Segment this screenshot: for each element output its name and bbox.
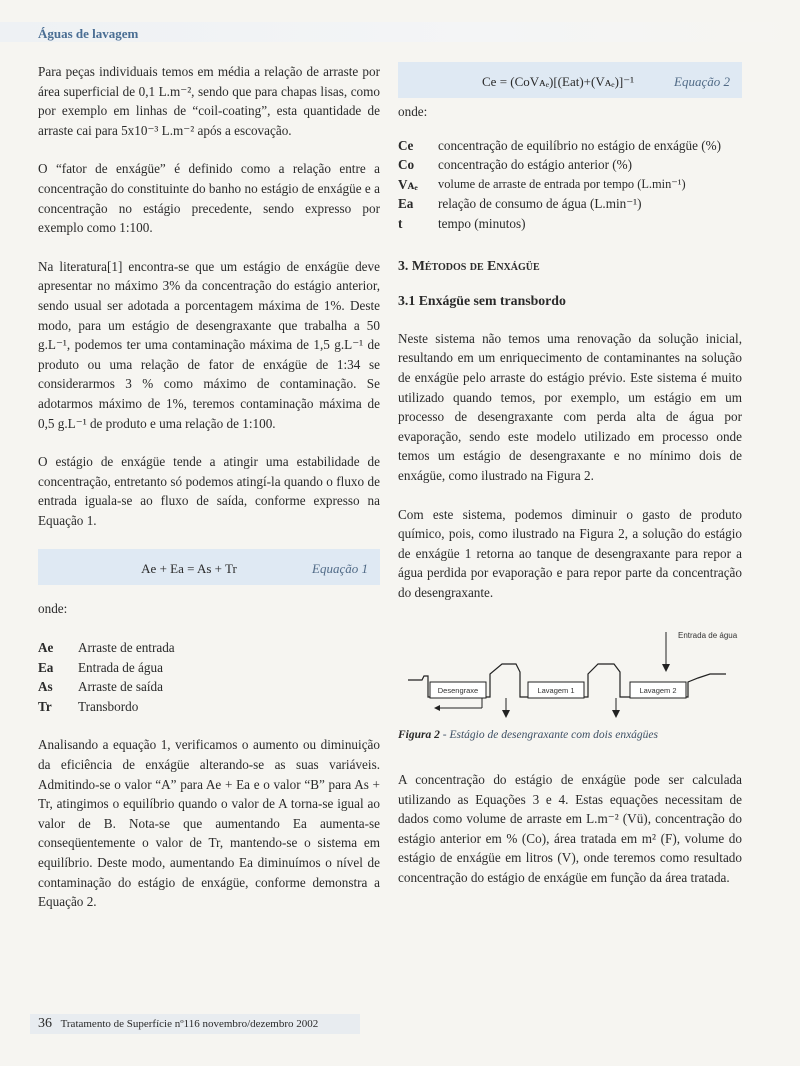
tank-label: Lavagem 2 <box>639 686 677 696</box>
definition-text: Arraste de saída <box>78 679 163 695</box>
definition-text: Entrada de água <box>78 659 163 675</box>
definition-symbol: As <box>38 679 53 695</box>
drain-arrowhead <box>612 710 620 718</box>
transfer-arrowhead <box>434 705 440 711</box>
definition-symbol: Ea <box>398 196 414 212</box>
journal-info: Tratamento de Superfície nº116 novembro/dezembro 2002 <box>60 1018 319 1030</box>
paragraph-sem-transbordo: Neste sistema não temos uma renovação da solução inicial, resultando em um enriquecimento de contaminantes na solução de enxágüe pelo arraste do estágio prévio. Este sistema é muito utilizado quando temos, por exemplo, um estágio em um processo de desengraxante com perda alta de água por evaporação, sendo este modelo utilizado em processo onde temos um estágio de desengraxante e no mínimo dois de enxágüe, como ilustrado na Figura 2. <box>398 330 742 483</box>
paragraph-gasto-produto: Com este sistema, podemos diminuir o gasto de produto químico, pois, como ilustrado na Figura 2, a solução do estágio de enxágüe 1 retorna ao tanque de desengraxante para repor a água perdida por evaporação e para repor parte da concentração do desengraxante. <box>398 506 742 600</box>
figure-2-caption <box>398 726 742 746</box>
definition-text: tempo (minutos) <box>438 215 526 231</box>
definition-row <box>398 136 742 156</box>
definition-row <box>398 175 742 195</box>
page-number: 36 <box>38 1016 52 1031</box>
figure-caption-number: Figura 2 <box>398 729 440 742</box>
definition-text: volume de arraste de entrada por tempo (L.min⁻¹) <box>438 176 686 191</box>
section-3-heading: Métodos de Enxágüe <box>411 257 540 273</box>
definition-symbol: Ae <box>38 640 54 656</box>
paragraph-arraste: Para peças individuais temos em média a relação de arraste por área superficial de 0,1 L.m⁻², sendo que para chapas lisas, como por exemplo em linhas de “coil-coating”, esta quantidade de arraste cai para 5x10⁻³ L.m⁻² após a escovação. <box>38 64 380 138</box>
definition-row <box>38 658 380 678</box>
figure-caption-text: - Estágio de desengraxante com dois enxágües <box>439 729 659 742</box>
paragraph-analise-equacao: Analisando a equação 1, verificamos o aumento ou diminuição da eficiência de enxágüe alterando-se as suas variáveis. Admitindo-se o valor “A” para Ae + Ea e o valor “B” para As + Tr, atingimos o equilíbrio quando o valor de A torna-se igual ao valor de B. Nota-se que aumentando Ea aumenta-se conseqüentemente o valor de Tr, mantendo-se o sistema em equilíbrio. Deste modo, aumentando Ea diminuímos o nível de contaminação do estágio de enxágüe, conforme demonstra a Equação 2. <box>38 737 380 910</box>
definition-row <box>398 155 742 175</box>
definition-symbol: Vᴀₑ <box>398 176 418 192</box>
tank-label: Desengraxe <box>437 686 479 696</box>
tank-label: Lavagem 1 <box>537 686 575 696</box>
drain-arrowhead <box>502 710 510 718</box>
paragraph-literatura: Na literatura[1] encontra-se que um estágio de enxágüe deve apresentar no máximo 3% da concentração do estágio anterior, sendo usual ser adotada a porcentagem máxima de 1%. Deste modo, para um estágio de desengraxante que trabalha a 50 g.L⁻¹, podemos ter uma contaminação máxima de 1,5 g.L⁻¹ de produto ou uma relação de fator de enxágüe de 1:34 se considerarmos 3 % como máximo de contaminação. Se adotarmos máximo de 1%, teremos contaminação máxima de 0,5 g.L⁻¹ de produto e uma relação de 1:100. <box>38 258 380 431</box>
definition-row <box>38 677 380 697</box>
definition-text: concentração de equilíbrio no estágio de enxágüe (%) <box>438 137 722 153</box>
figure-2 <box>398 602 742 720</box>
left-column <box>38 62 380 912</box>
equation-2: Ce = (CoVᴀₑ)[(Eat)+(Vᴀₑ)]⁻¹ <box>482 74 634 89</box>
definition-row <box>38 638 380 658</box>
onde-label-1: onde: <box>38 601 68 617</box>
rinse-stages-diagram <box>398 602 742 720</box>
definition-text: Transbordo <box>78 698 139 714</box>
onde-label-2: onde: <box>398 104 428 119</box>
definition-row <box>398 194 742 214</box>
paragraph-calculo-concentracao: A concentração do estágio de enxágüe pode ser calculada utilizando as Equações 3 e 4. Estas equações necessitam de dados como volume de arraste em L.m⁻² (Vü), concentração do estágio anterior em % (Co), área tratada em m² (F), volume do estágio de enxágüe em litros (V), onde teremos como resultado concentração do estágio de enxágüe em função da área tratada. <box>398 772 742 886</box>
definition-text: concentração do estágio anterior (%) <box>438 157 633 173</box>
definition-row <box>38 697 380 717</box>
equation-2-definitions <box>398 136 742 234</box>
running-head: Águas de lavagem <box>38 26 139 41</box>
definition-symbol: Co <box>398 157 415 173</box>
definition-text: Arraste de entrada <box>78 640 175 656</box>
definition-symbol: Ce <box>398 137 414 153</box>
water-inlet-arrowhead <box>662 664 670 672</box>
equation-2-label: Equação 2 <box>674 74 730 89</box>
definition-symbol: t <box>398 215 403 231</box>
definition-text: relação de consumo de água (L.min⁻¹) <box>438 196 642 212</box>
paragraph-estabilidade: O estágio de enxágüe tende a atingir uma estabilidade de concentração, entretanto só podemos atingí-la quando o fluxo de entrada iguala-se ao fluxo de saída, conforme expresso na Equação 1. <box>38 454 380 528</box>
section-3-number: 3. <box>398 257 409 273</box>
definition-row <box>398 214 742 234</box>
equation-2-box <box>398 62 742 98</box>
equation-1-box <box>38 549 380 585</box>
section-3-title <box>398 256 742 276</box>
definition-symbol: Tr <box>38 698 52 714</box>
paragraph-fator-enxague: O “fator de enxágüe” é definido como a relação entre a concentração do constituinte do banho no estágio de enxágüe e a concentração no estágio precedente, sendo expresso por exemplo como 1:100. <box>38 161 380 236</box>
equation-1-definitions <box>38 638 380 716</box>
water-inlet-label: Entrada de água <box>678 631 738 641</box>
right-column <box>398 62 742 888</box>
section-3-1-title: 3.1 Enxágüe sem transbordo <box>398 293 566 309</box>
equation-1-label: Equação 1 <box>312 561 368 577</box>
page-footer <box>38 1016 318 1032</box>
definition-symbol: Ea <box>38 659 54 675</box>
equation-1: Ae + Ea = As + Tr <box>141 561 237 577</box>
